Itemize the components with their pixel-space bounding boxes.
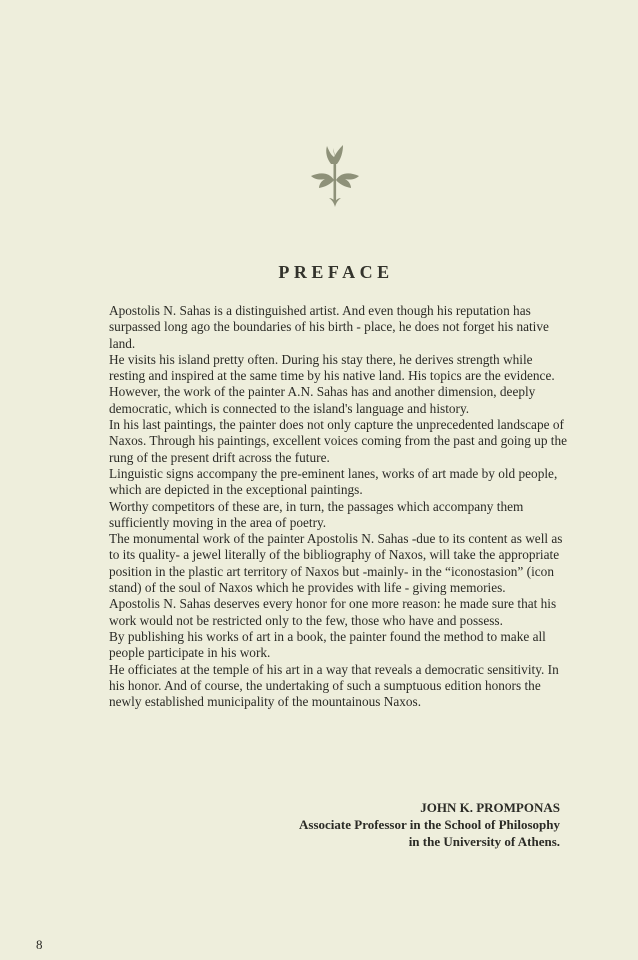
author-signature	[299, 799, 560, 850]
paragraph: Apostolis N. Sahas is a distinguished artist. And even though his reputation has surpassed long ago the boundaries of his birth - place, he does not forget his native land.	[109, 303, 549, 351]
page-number: 8	[36, 937, 43, 952]
paragraph: In his last paintings, the painter does not only capture the unprecedented landscape of Naxos. Through his paintings, excellent voices coming from the past and going up the rung of the present drift across the future.	[109, 417, 568, 465]
page-title: PREFACE	[278, 262, 394, 282]
paragraph: By publishing his works of art in a book, the painter found the method to make all people participate in his work.	[109, 628, 546, 661]
paragraph: He visits his island pretty often. During his stay there, he derives strength while resting and inspired at the same time by his native land. His topics are the evidence. However, the work of the painter A.N. Sahas has and another dimension, deeply democratic, which is connected to the island's language and history.	[109, 351, 555, 416]
paragraph: Apostolis N. Sahas deserves every honor for one more reason: he made sure that his work would not be restricted only to the few, those who have and possess.	[109, 596, 557, 628]
lily-ornament-icon	[303, 142, 367, 210]
paragraph: He officiates at the temple of his art in a way that reveals a democratic sensitivity. In his honor. And of course, the undertaking of such a sumptuous edition honors the newly established municipality of the mountainous Naxos.	[109, 661, 559, 710]
preface-body	[109, 303, 571, 710]
paragraph: The monumental work of the painter Apostolis N. Sahas -due to its content as well as to its quality- a jewel literally of the bibliography of Naxos, will take the appropriate position in the plastic art territory of Naxos but -mainly- in the “iconostasion” (icon stand) of the soul of Naxos which he provides with life - giving memories.	[109, 531, 563, 596]
paragraph: Linguistic signs accompany the pre-eminent lanes, works of art made by old people, which are depicted in the exceptional paintings.	[109, 465, 558, 498]
author-affiliation: in the University of Athens.	[408, 834, 560, 849]
author-title: Associate Professor in the School of Philosophy	[299, 817, 560, 832]
author-name: JOHN K. PROMPONAS	[420, 800, 560, 815]
paragraph: Worthy competitors of these are, in turn, the passages which accompany them sufficiently moving in the area of poetry.	[109, 498, 524, 530]
